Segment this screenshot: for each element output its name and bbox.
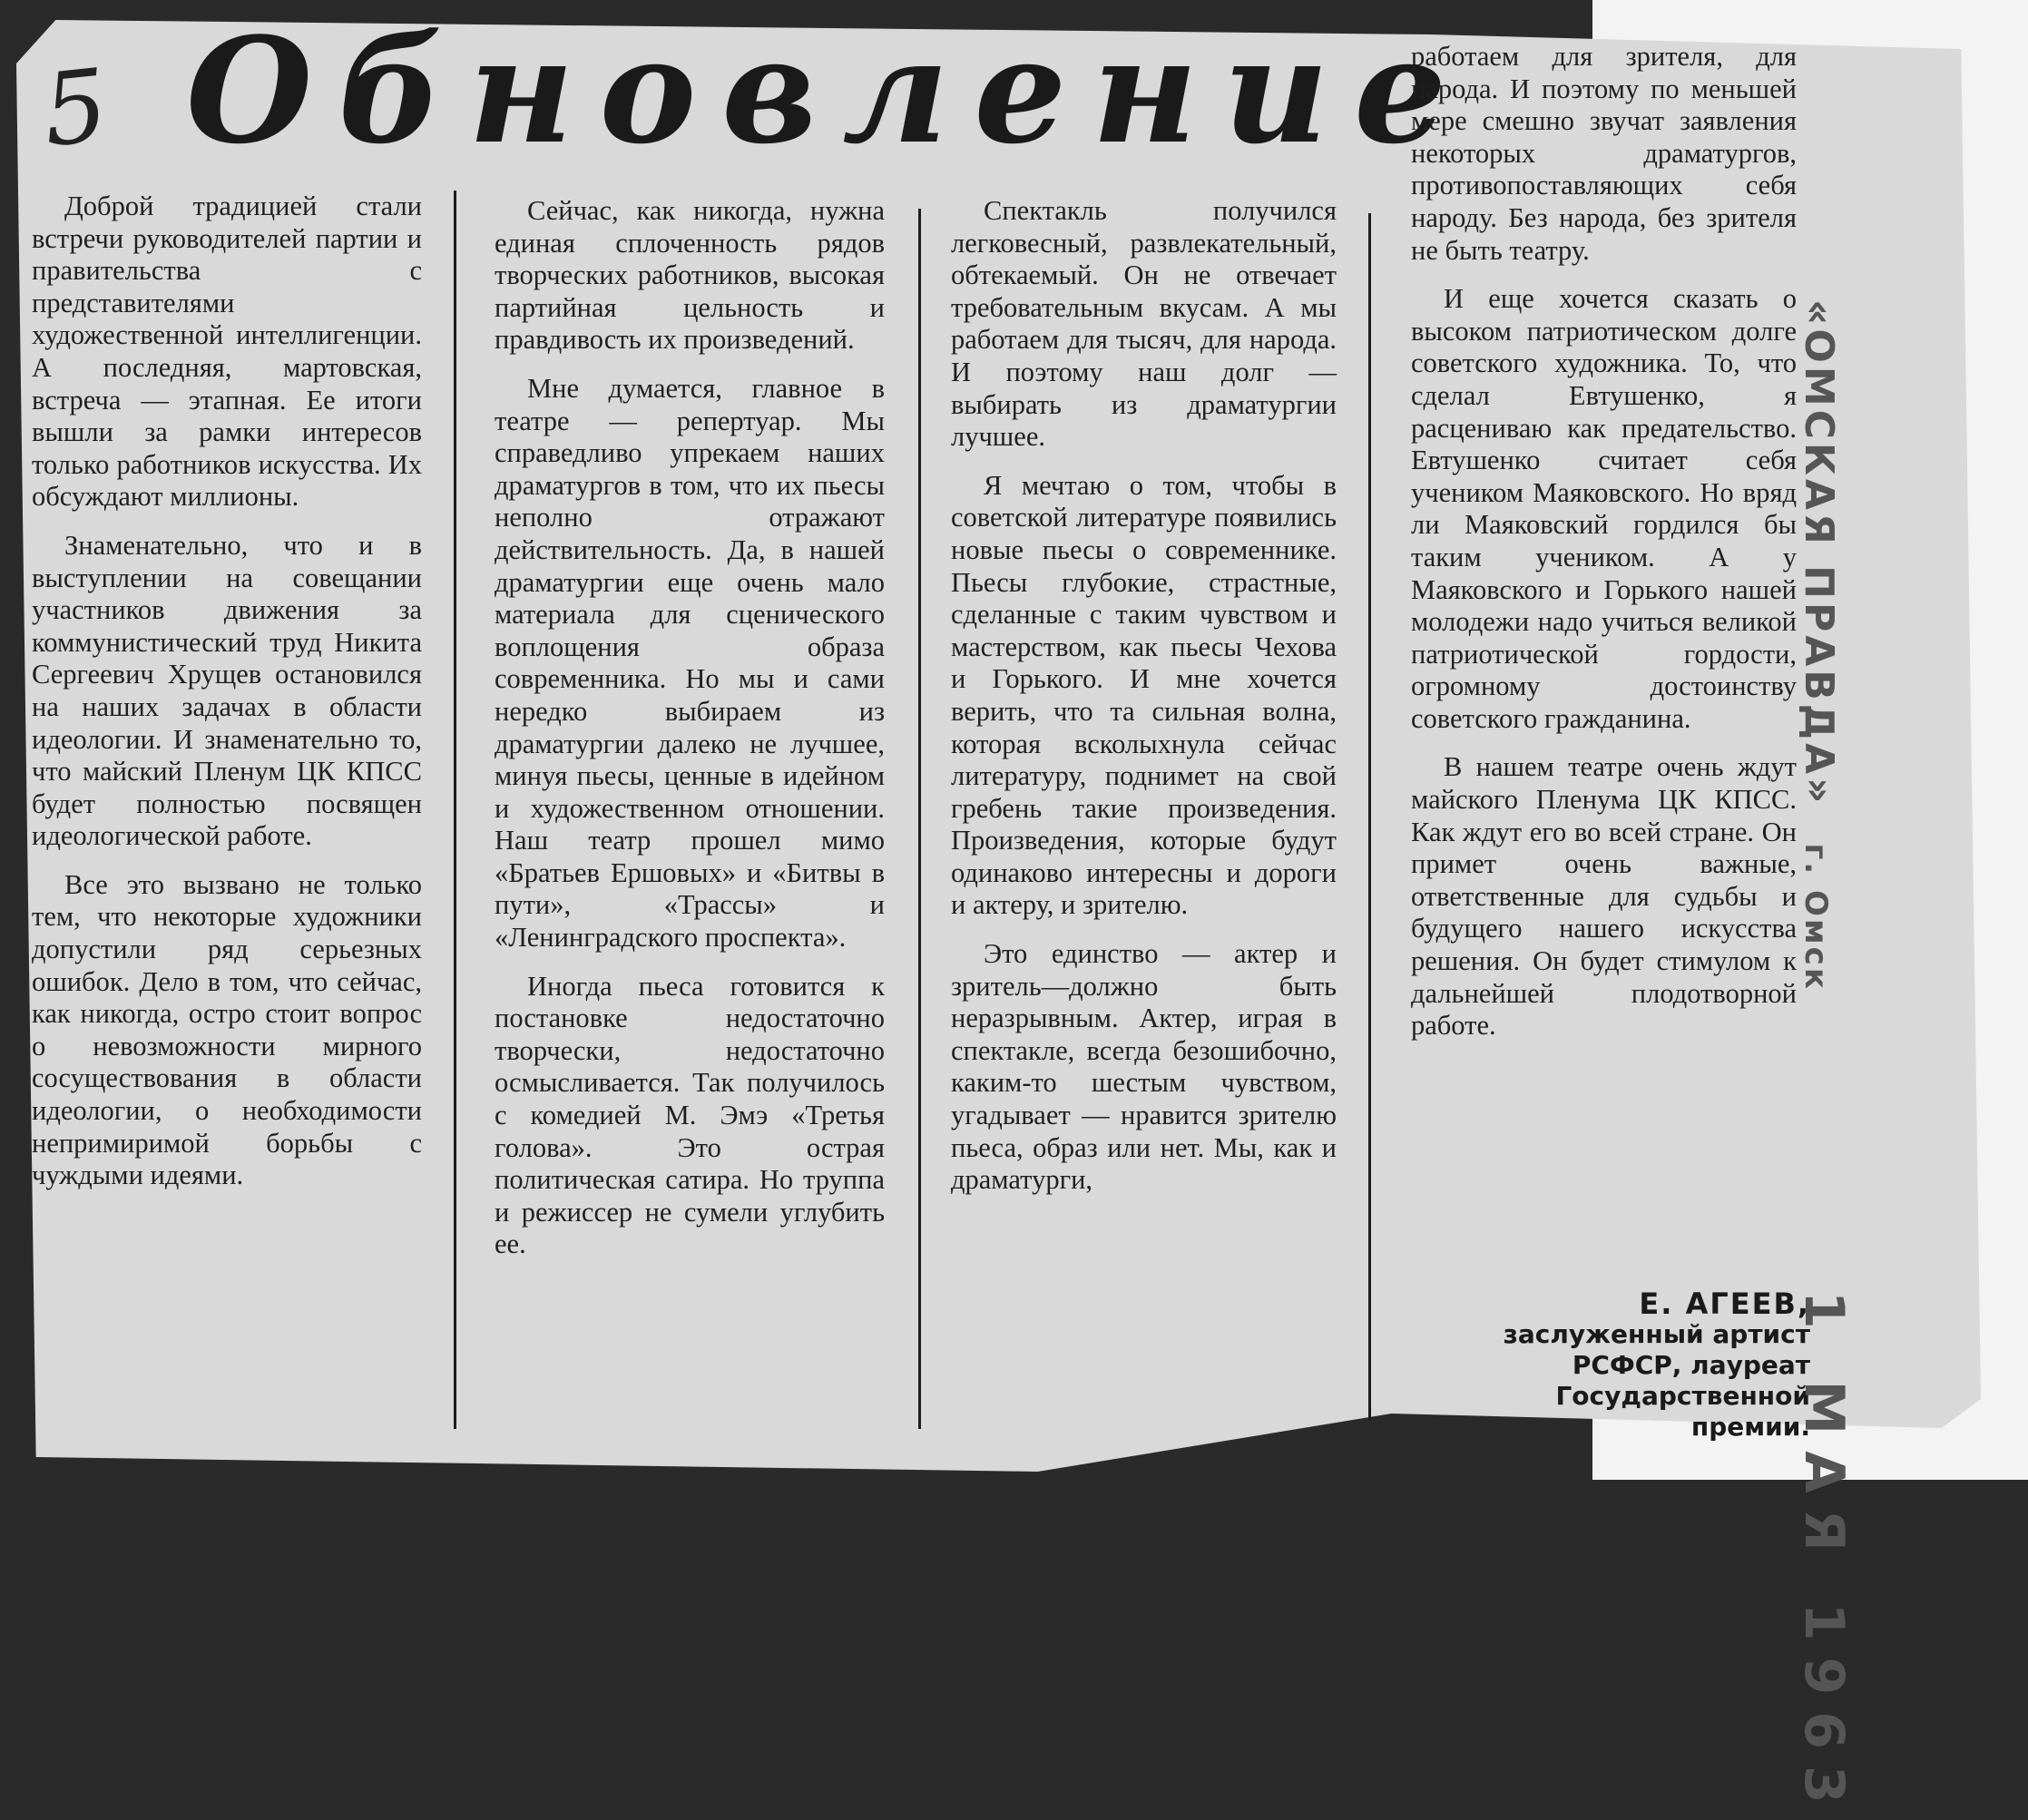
paragraph: Я мечтаю о том, чтобы в советской литературе появились новые пьесы о современнике. Пьесы глубокие, страстные, сделанные с таким чувством и мастерством, как пьесы Чехова и Горького. И мне хочется верить, что та сильная волна, которая всколыхнула сейчас литературу, поднимет на свой гребень такие произведения. Произведения, которые будут одинаково интересны и дороги и актеру, и зрителю.	[951, 469, 1337, 921]
stamp-newspaper: «ОМСКАЯ ПРАВДА»	[1796, 299, 1842, 807]
stamp-date: 1 МАЯ 1963	[1792, 1290, 1856, 1820]
article-column-2	[495, 195, 885, 1277]
handwritten-page-number: 5	[37, 46, 113, 170]
article-column-4	[1411, 41, 1797, 1059]
article-headline: Обновление	[186, 5, 1473, 176]
author-title: заслуженный артист РСФСР, лауреат Государственной премии.	[1503, 1319, 1810, 1442]
stamp-city: г. Омск	[1798, 843, 1834, 992]
paragraph: Сейчас, как никогда, нужна единая сплоченность рядов творческих работников, высокая партийная цельность и правдивость их произведений.	[495, 195, 885, 356]
article-column-1	[32, 191, 422, 1208]
column-rule	[1368, 213, 1371, 1420]
paragraph: И еще хочется сказать о высоком патриотическом долге советского художника. То, что сделал Евтушенко, я расцениваю как предательство. Евтушенко считает себя учеником Маяковского. Но вряд ли Маяковский гордился бы таким учеником. А у Маяковского и Горького нашей молодежи надо учиться великой патриотической гордости, огромному достоинству советского гражданина.	[1411, 283, 1797, 734]
paragraph: Иногда пьеса готовится к постановке недостаточно творчески, недостаточно осмысливается. Так получилось с комедией М. Эмэ «Третья голова». Это острая политическая сатира. Но труппа и режиссер не сумели углубить ее.	[495, 970, 885, 1260]
article-column-3	[951, 195, 1337, 1213]
author-name: Е. АГЕЕВ,	[1639, 1287, 1810, 1321]
paragraph: Доброй традицией стали встречи руководителей партии и правительства с представителями художественной интеллигенции. А последняя, мартовская, встреча — этапная. Ее итоги вышли за рамки интересов только работников искусства. Их обсуждают миллионы.	[32, 191, 422, 513]
paragraph: Знаменательно, что и в выступлении на совещании участников движения за коммунистический труд Никита Сергеевич Хрущев остановился на наших задачах в области идеологии. И знаменательно то, что майский Пленум ЦК КПСС будет полностью посвящен идеологической работе.	[32, 529, 422, 852]
paragraph: работаем для зрителя, для народа. И поэтому по меньшей мере смешно звучат заявления некоторых драматургов, противопоставляющих себя народу. Без народа, без зрителя не быть театру.	[1411, 41, 1797, 266]
archive-stamp	[1792, 299, 1856, 1820]
paragraph: Все это вызвано не только тем, что некоторые художники допустили ряд серьезных ошибок. Дело в том, что сейчас, как никогда, остро стоит вопрос о невозможности мирного сосуществования в области идеологии, о необходимости непримиримой борьбы с чуждыми идеями.	[32, 868, 422, 1191]
paragraph: В нашем театре очень ждут майского Пленума ЦК КПСС. Как ждут его во всей стране. Он примет очень важные, ответственные для судьбы и будущего нашего искусства решения. Он будет стимулом к дальнейшей плодотворной работе.	[1411, 751, 1797, 1042]
column-rule	[918, 209, 921, 1429]
column-rule	[454, 191, 456, 1429]
paragraph: Это единство — актер и зритель—должно быть неразрывным. Актер, играя в спектакле, всегда безошибочно, каким-то шестым чувством, угадывает — нравится зрителю пьеса, образ или нет. Мы, как и драматурги,	[951, 938, 1337, 1196]
author-signature	[1438, 1288, 1810, 1443]
paragraph: Мне думается, главное в театре — репертуар. Мы справедливо упрекаем наших драматургов в том, что их пьесы неполно отражают действительность. Да, в нашей драматургии еще очень мало материала для сценического воплощения образа современника. Но мы и сами нередко выбираем из драматургии далеко не лучшее, минуя пьесы, ценные в идейном и художественном отношении. Наш театр прошел мимо «Братьев Ершовых» и «Битвы в пути», «Трассы» и «Ленинградского проспекта».	[495, 372, 885, 954]
paragraph: Спектакль получился легковесный, развлекательный, обтекаемый. Он не отвечает требовательным вкусам. А мы работаем для тысяч, для народа. И поэтому наш долг — выбирать из драматургии лучшее.	[951, 195, 1337, 453]
